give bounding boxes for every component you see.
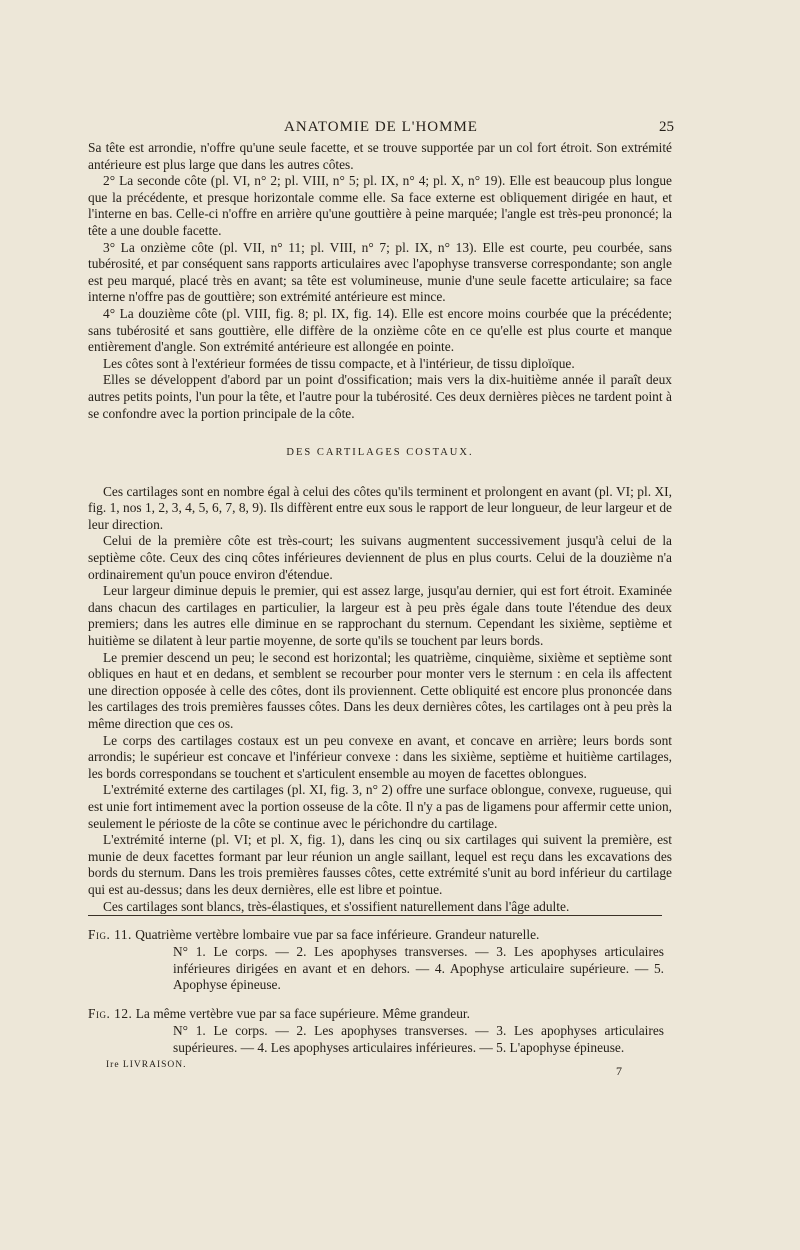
figure-caption-title [88,927,664,944]
signature-number: 7 [616,1064,622,1078]
paragraph: Ces cartilages sont blancs, très-élastiques, et s'ossifient naturellement dans l'âge adulte. [103,898,570,914]
figure-title: Quatrième vertèbre lombaire vue par sa face inférieure. Grandeur naturelle. [135,927,540,942]
paragraph: Ces cartilages sont en nombre égal à celui des côtes qu'ils terminent et prolongent en avant (pl. VI; pl. XI, fig. 1, nos 1, 2, 3, 4, 5, 6, 7, 8, 9). Ils diffèrent entre eux sous le rapport de leur longueur, de leur largeur et de leur direction. [88,483,672,532]
paragraph: Sa tête est arrondie, n'offre qu'une seule facette, et se trouve supportée par un col fort étroit. Son extrémité antérieure est plus large que dans les autres côtes. [88,140,672,172]
figure-title: La même vertèbre vue par sa face supérieure. Même grandeur. [135,1006,470,1022]
paragraph: Les côtes sont à l'extérieur formées de tissu compacte, et à l'intérieur, de tissu diploïque. [103,355,575,371]
paragraph: L'extrémité interne (pl. VI; et pl. X, fig. 1), dans les cinq ou six cartilages qui suivent la première, est munie de deux facettes formant par leur réunion un angle saillant, lequel est reçu dans les excavations des bords du sternum. Dans les trois premières fausses côtes, cette extrémité s'unit au bord inférieur du cartilage qui est au-dessus; dans les deux dernières, elle est libre et pointue. [88,832,672,897]
page-footer [106,1060,622,1082]
paragraph: L'extrémité externe des cartilages (pl. XI, fig. 3, n° 2) offre une surface oblongue, convexe, rugueuse, qui est unie fort intimement avec la portion osseuse de la côte. Il n'y a pas de ligamens pour affermir cette union, seulement le périoste de la côte se continue avec le périchondre du cartilage. [88,782,672,831]
separator-rule [88,915,662,916]
paragraphs-ribs [88,140,672,422]
paragraph: 3° La onzième côte (pl. VII, n° 11; pl. VIII, n° 7; pl. IX, n° 13). Elle est courte, peu courbée, sans tubérosité, et par conséquent sans rapports articulaires avec l'apophyse transverse correspondante; son angle est peu marqué, placé très en avant; sa tête est volumineuse, munie d'une seule facette articulaire; sa face interne n'offre pas de gouttière; son extrémité antérieure est mince. [88,239,672,305]
running-title: ANATOMIE DE L'HOMME [284,119,478,135]
paragraph: Elles se développent d'abord par un point d'ossification; mais vers la dix-huitième année il paraît deux autres petits points, l'un pour la tête, et l'autre pour la tubérosité. Ces deux dernières pièces ne tardent point à se confondre avec la portion principale de la côte. [88,372,672,421]
page-number: 25 [659,119,674,135]
figure-legend: N° 1. Le corps. — 2. Les apophyses transverses. — 3. Les apophyses articulaires supérieures. — 4. Les apophyses articulaires inférieures. — 5. L'apophyse épineuse. [173,1022,664,1055]
figure-label: Fig. 12. [88,1006,133,1022]
paragraph: 2° La seconde côte (pl. VI, n° 2; pl. VIII, n° 5; pl. IX, n° 4; pl. X, n° 19). Elle est beaucoup plus longue que la précédente, et presque horizontale comme elle. Sa face externe est obliquement dirigée en haut, et l'interne en bas. Celle-ci n'offre en arrière qu'une gouttière à peine marquée; l'angle est très-peu prononcé; la tête a une double facette. [88,173,672,238]
body-text [88,140,672,915]
paragraphs-cartilages [88,484,672,915]
livraison-mark: Ire LIVRAISON. [106,1060,187,1070]
paragraph: Le premier descend un peu; le second est horizontal; les quatrième, cinquième, sixième et septième sont obliques en haut et en dedans, et semblent se recourber pour monter vers le sternum : en cela ils affectent une direction opposée à celle des côtes, dont ils proviennent. Cette obliquité est encore plus prononcée dans les cartilages des trois premières fausses côtes. Dans les deux dernières côtes, les cartilages ont à peu près la même direction que ces os. [88,649,672,731]
caption-gap [88,994,664,1006]
figure-legend: N° 1. Le corps. — 2. Les apophyses transverses. — 3. Les apophyses articulaires inférieures dirigées en avant et en dehors. — 4. Apophyse articulaire supérieure. — 5. Apophyse épineuse. [173,943,664,993]
page-header [88,119,674,139]
paragraph: Leur largeur diminue depuis le premier, qui est assez large, jusqu'au dernier, qui est fort étroit. Examinée dans chacun des cartilages en particulier, la largeur est à peu près égale dans toute l'étendue des deux premiers; dans les autres elle diminue en se rapprochant du sternum. Cependant les sixième, septième et huitième se dilatent à leur partie moyenne, de sorte qu'ils se touchent par leurs bords. [88,583,672,649]
paragraph: 4° La douzième côte (pl. VIII, fig. 8; pl. IX, fig. 14). Elle est encore moins courbée que la précédente; sans tubérosité et sans gouttière, elle diffère de la onzième côte en ce qu'elle est plus courte et manque entièrement d'angle. Son extrémité antérieure est allongée en pointe. [88,305,672,355]
section-heading: DES CARTILAGES COSTAUX. [286,447,474,459]
figure-caption-title [88,1006,664,1023]
figure-captions [88,927,664,1057]
paragraph: Le corps des cartilages costaux est un peu convexe en avant, et concave en arrière; leurs bords sont arrondis; le supérieur est concave et l'inférieur convexe : dans les sixième, septième et huitième cartilages, les bords correspondans se touchent et s'articulent ensemble au moyen de facettes oblongues. [88,732,672,781]
paragraph: Celui de la première côte est très-court; les suivans augmentent successivement jusqu'à celui de la septième côte. Ceux des cinq côtes inférieures deviennent de plus en plus courts. Celui de la douzième n'a ordinairement qu'un pouce environ d'étendue. [88,533,672,582]
figure-label: Fig. 11. [88,927,132,942]
